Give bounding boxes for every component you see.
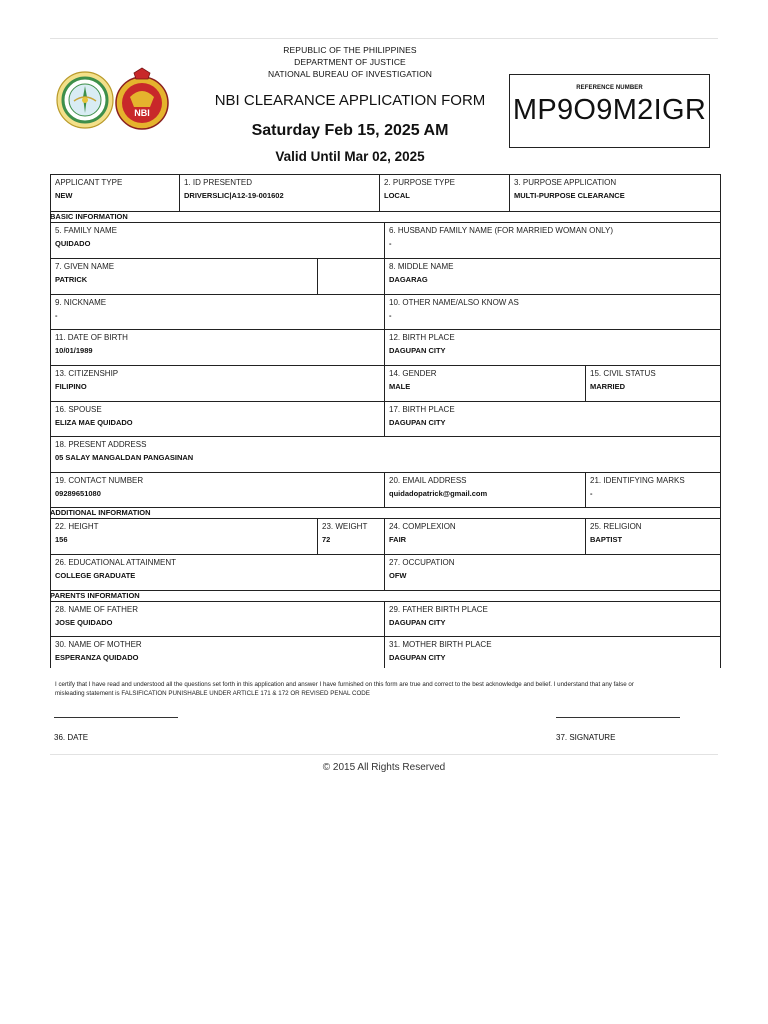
field-value: DAGUPAN CITY [389,618,446,627]
row-given-name [51,259,720,295]
field-label: 14. GENDER [389,369,437,378]
section-additional-information [51,508,720,519]
field-label: 1. ID PRESENTED [184,178,253,187]
field-label: 26. EDUCATIONAL ATTAINMENT [55,558,177,567]
field-value: MULTI-PURPOSE CLEARANCE [514,191,625,200]
cell-father-name [51,602,385,636]
cell-contact-number [51,473,385,507]
field-value: DAGUPAN CITY [389,653,446,662]
doj-seal-icon [56,71,114,129]
row-father [51,602,720,637]
field-label: 5. FAMILY NAME [55,226,117,235]
field-value: NEW [55,191,73,200]
field-label: 3. PURPOSE APPLICATION [514,178,617,187]
section-parents-information [51,591,720,602]
field-label: 27. OCCUPATION [389,558,455,567]
cell-identifying-marks [586,473,720,507]
section-title: PARENTS INFORMATION [50,591,140,600]
valid-until: Valid Until Mar 02, 2025 [275,149,425,164]
field-value: COLLEGE GRADUATE [55,571,136,580]
field-value: 10/01/1989 [55,346,93,355]
field-value: QUIDADO [55,239,91,248]
cell-id-presented [180,175,380,211]
cell-birth-place [385,330,720,365]
bottom-divider [50,754,718,755]
cell-date-of-birth [51,330,385,365]
row-education [51,555,720,591]
nbi-seal-icon [114,67,170,133]
reference-label: REFERENCE NUMBER [576,85,643,91]
field-label: 25. RELIGION [590,522,642,531]
cell-height [51,519,318,554]
field-value: OFW [389,571,407,580]
field-label: 10. OTHER NAME/ALSO KNOW AS [389,298,519,307]
field-label: 17. BIRTH PLACE [389,405,455,414]
field-value: quidadopatrick@gmail.com [389,489,488,498]
field-label: 15. CIVIL STATUS [590,369,656,378]
cell-family-name [51,223,385,258]
top-divider [50,38,718,39]
field-label: 16. SPOUSE [55,405,102,414]
field-value: MARRIED [590,382,625,391]
field-label: 21. IDENTIFYING MARKS [590,476,685,485]
form-grid [50,174,721,668]
row-citizenship [51,366,720,402]
field-label: 8. MIDDLE NAME [389,262,454,271]
field-value: FILIPINO [55,382,87,391]
copyright-text: © 2015 All Rights Reserved [322,762,446,773]
cell-weight [318,519,385,554]
cell-applicant-type [51,175,180,211]
row-mother [51,637,720,668]
cell-citizenship [51,366,385,401]
signature-line [556,717,680,718]
cell-empty [318,259,385,294]
field-label: 2. PURPOSE TYPE [384,178,455,187]
form-title: NBI CLEARANCE APPLICATION FORM [214,92,486,109]
field-label: 9. NICKNAME [55,298,107,307]
field-value: PATRICK [55,275,88,284]
section-basic-information [51,212,720,223]
cell-other-name [385,295,720,329]
field-value: - [389,311,392,320]
field-label: 13. CITIZENSHIP [55,369,119,378]
row-nickname [51,295,720,330]
cell-complexion [385,519,586,554]
field-label: 11. DATE OF BIRTH [55,333,128,342]
cell-spouse-birth-place [385,402,720,436]
field-value: JOSE QUIDADO [55,618,113,627]
reference-box [509,74,710,148]
field-value: FAIR [389,535,407,544]
date-line [54,717,178,718]
field-value: 09289651080 [55,489,101,498]
section-title: BASIC INFORMATION [50,212,128,221]
cell-father-birth-place [385,602,720,636]
agency-republic: REPUBLIC OF THE PHILIPPINES [283,45,417,55]
cell-given-name [51,259,318,294]
field-value: 72 [322,535,331,544]
field-value: MALE [389,382,411,391]
cell-purpose-type [380,175,510,211]
cell-gender [385,366,586,401]
agency-doj: DEPARTMENT OF JUSTICE [294,57,406,67]
cell-purpose-application [510,175,720,211]
cell-middle-name [385,259,720,294]
row-date-of-birth [51,330,720,366]
row-applicant [51,175,720,212]
cell-nickname [51,295,385,329]
cell-spouse [51,402,385,436]
cell-mother-birth-place [385,637,720,668]
field-label: 7. GIVEN NAME [55,262,115,271]
nbi-seal-text: NBI [134,108,150,118]
agency-nbi: NATIONAL BUREAU OF INVESTIGATION [267,69,433,79]
cell-email-address [385,473,586,507]
application-date: Saturday Feb 15, 2025 AM [251,122,449,139]
field-label: 20. EMAIL ADDRESS [389,476,467,485]
field-label: 29. FATHER BIRTH PLACE [389,605,488,614]
field-value: DAGARAG [389,275,428,284]
certification-text [55,680,715,698]
certification-line: misleading statement is FALSIFICATION PUNISHABLE UNDER ARTICLE 171 & 172 OR REVISED PENAL CODE [55,690,370,697]
row-family-name [51,223,720,259]
field-label: 6. HUSBAND FAMILY NAME (FOR MARRIED WOMAN ONLY) [389,226,614,235]
row-contact [51,473,720,508]
field-label: 31. MOTHER BIRTH PLACE [389,640,492,649]
cell-educational-attainment [51,555,385,590]
field-value: 156 [55,535,68,544]
field-label: APPLICANT TYPE [55,178,123,187]
field-value: BAPTIST [590,535,623,544]
field-value: DRIVERSLIC|A12-19-001602 [184,191,284,200]
signature-label: 37. SIGNATURE [556,733,616,742]
field-value: DAGUPAN CITY [389,346,446,355]
field-value: LOCAL [384,191,410,200]
field-label: 22. HEIGHT [55,522,99,531]
cell-present-address [51,437,720,472]
row-present-address [51,437,720,473]
field-value: DAGUPAN CITY [389,418,446,427]
certification-line: I certify that I have read and understood all the questions set forth in this application and answer I have furnished on this form are true and correct to the best acknowledge and belief. I understand that any false or [55,681,634,688]
field-label: 12. BIRTH PLACE [389,333,455,342]
cell-occupation [385,555,720,590]
cell-religion [586,519,720,554]
field-label: 30. NAME OF MOTHER [55,640,142,649]
row-height [51,519,720,555]
section-title: ADDITIONAL INFORMATION [50,508,151,517]
field-value: - [389,239,392,248]
field-label: 18. PRESENT ADDRESS [55,440,147,449]
field-value: - [55,311,58,320]
field-label: 23. WEIGHT [322,522,368,531]
row-spouse [51,402,720,437]
cell-husband-family-name [385,223,720,258]
cell-civil-status [586,366,720,401]
field-value: ELIZA MAE QUIDADO [55,418,133,427]
field-label: 24. COMPLEXION [389,522,456,531]
reference-number: MP9O9M2IGR [512,94,707,126]
field-value: 05 SALAY MANGALDAN PANGASINAN [55,453,194,462]
date-label: 36. DATE [54,733,89,742]
field-value: - [590,489,593,498]
field-value: ESPERANZA QUIDADO [55,653,139,662]
field-label: 19. CONTACT NUMBER [55,476,144,485]
cell-mother-name [51,637,385,668]
field-label: 28. NAME OF FATHER [55,605,138,614]
